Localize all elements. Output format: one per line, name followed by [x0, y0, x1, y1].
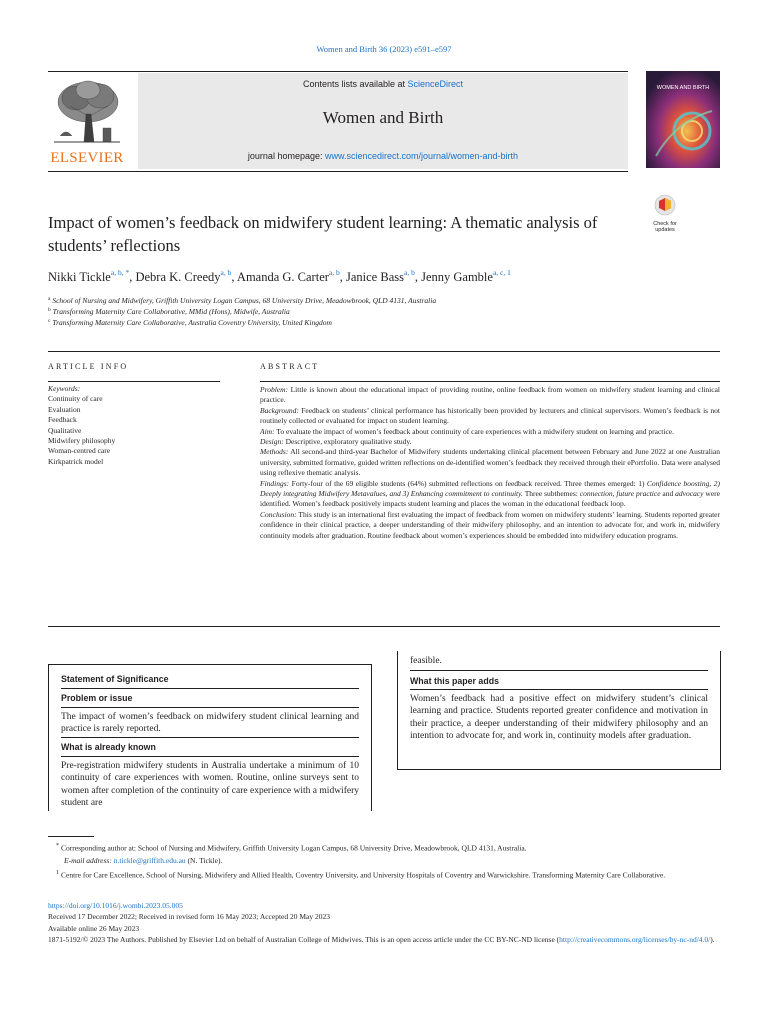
significance-rule [61, 756, 359, 757]
email-line [48, 855, 720, 867]
author-affiliation-marks[interactable]: a, b, * [110, 268, 130, 277]
keyword-item: Kirkpatrick model [48, 456, 104, 466]
received-dates: Received 17 December 2022; Received in revised form 16 May 2023; Accepted 20 May 2023 [48, 912, 331, 922]
significance-rule [61, 688, 359, 689]
abstract-bottom-rule [48, 626, 720, 627]
text-findings-and: and [660, 489, 676, 499]
article-info-rule [48, 381, 220, 382]
keyword-item: Evaluation [48, 404, 81, 414]
author-separator: , [129, 270, 136, 284]
keyword-item: Continuity of care [48, 394, 103, 404]
text-conclusion: This study is an international first evaluating the impact of feedback from women on midwifery students’ learning. Students reported greater confidence in their clinical practice, a deeper understanding of their midwifery philosophy, and an intention to advocate for, and work in, midwifery continuity models after graduation. Routine feedback about women’s experiences should be embedded into midwifery education programs. [260, 509, 720, 540]
text-findings-themes: Confidence boosting, 2) Deeply integrating Midwifery Metavalues, and 3) Enhancing commitment to continuity. [260, 478, 720, 499]
adds-text: Women’s feedback had a positive effect on midwifery student’s clinical learning and practice. Students reported greater confidence and motivation in their practice, a deeper understanding of their midwifery philosophy and an intention to advocate for, and work in, continuity models after graduation. [410, 694, 708, 741]
author-affiliation-marks[interactable]: a, b [328, 268, 340, 277]
affiliation-text: Transforming Maternity Care Collaborative, Australia Coventry University, United Kingdom [52, 318, 332, 327]
footnote-mark: 1 [56, 868, 60, 876]
affiliation-text: Transforming Maternity Care Collaborative, MMid (Hons), Midwife, Australia [52, 307, 290, 316]
contents-prefix: Contents lists available at [302, 79, 408, 89]
check-updates-label: Check for updates [653, 221, 677, 233]
known-heading: What is already known [61, 742, 156, 752]
significance-rule [410, 670, 708, 671]
abstract-findings [260, 479, 720, 510]
sciencedirect-link[interactable]: ScienceDirect [407, 79, 464, 89]
article-info-heading: ARTICLE INFO [48, 362, 129, 371]
affiliation-c [48, 318, 728, 327]
keywords-block [48, 384, 228, 467]
corresponding-author-note [48, 840, 720, 855]
keyword-list [48, 394, 228, 467]
header-rule-bottom [48, 171, 628, 172]
label-aim: Aim: [260, 426, 275, 436]
label-background: Background: [260, 405, 299, 415]
author-affiliation-marks[interactable]: a, b [220, 268, 232, 277]
significance-rule [61, 737, 359, 738]
journal-title[interactable]: Women and Birth [322, 108, 444, 127]
abstract-design [260, 437, 720, 447]
footnote-1-text: Centre for Care Excellence, School of Nursing, Midwifery and Allied Health, Coventry University, and University Hospitals of Coventry and Warwickshire. Transforming Maternity Care Collaborative. [61, 870, 666, 879]
text-methods: All second-and third-year Bachelor of Midwifery students undertaking clinical placement between February and June 2022 at one Australian university, submitted formative, guided written reflections on de-identified women’s feedback they received through their ePortfolio. Data were analysed using reflexive thematic analysis. [260, 447, 720, 478]
bibliographic-info [48, 900, 720, 946]
text-findings-mid: Three subthemes: [522, 489, 580, 499]
text-findings-post: were identified. Women’s feedback positively impacts student learning and places the woman in the educational feedback loop. [260, 489, 720, 509]
abstract-problem [260, 385, 720, 406]
label-problem: Problem: [260, 385, 289, 394]
abstract-background [260, 406, 720, 427]
check-for-updates-badge[interactable] [648, 194, 682, 233]
text-problem: Little is known about the educational impact of providing routine, online feedback from women on midwifery student learning and clinical practice. [260, 385, 720, 405]
significance-rule [61, 707, 359, 708]
author-affiliation-marks[interactable]: a, c, 1 [492, 268, 511, 277]
email-link[interactable]: n.tickle@griffith.edu.au [113, 855, 186, 865]
keyword-item: Qualitative [48, 425, 82, 435]
label-conclusion: Conclusion: [260, 509, 297, 519]
footnote-rule [48, 836, 94, 837]
keywords-label: Keywords: [48, 384, 81, 393]
significance-title: Statement of Significance [61, 674, 169, 684]
author-name[interactable]: Janice Bass [346, 270, 404, 284]
abstract-conclusion [260, 510, 720, 541]
section-rule [48, 351, 720, 352]
significance-box-left [48, 664, 372, 811]
author-name[interactable]: Jenny Gamble [421, 270, 493, 284]
license-link[interactable]: http://creativecommons.org/licenses/by-nc-nd/4.0/ [559, 935, 711, 945]
header-rule-top [48, 71, 628, 72]
check-updates-icon [648, 194, 682, 216]
known-text: Pre-registration midwifery students in Australia undertake a minimum of 10 continuity of care experiences with women. Routine, online surveys sent to women after completion of the continuity of care experience with a midwifery student are [61, 761, 359, 808]
homepage-link[interactable]: www.sciencedirect.com/journal/women-and-birth [324, 151, 519, 161]
contents-line [138, 79, 628, 89]
author-separator: , [339, 270, 346, 284]
author-list [48, 268, 728, 285]
cover-title: WOMEN AND BIRTH [656, 85, 710, 91]
corresponding-author-text: Corresponding author at: School of Nursing and Midwifery, Griffith University Logan Campus, 68 University Drive, Meadowbrook, QLD 4131, Australia. [61, 843, 527, 853]
footnotes [48, 840, 720, 881]
abstract-body [260, 385, 720, 541]
significance-box-right [397, 651, 721, 770]
text-aim: To evaluate the impact of women’s feedback about continuity of care experiences with a midwifery student on learning and practice. [274, 426, 674, 436]
text-findings-subthemes: connection, future practice [579, 489, 661, 499]
text-findings-advocacy: advocacy [675, 489, 704, 499]
text-findings-pre: Forty-four of the 69 eligible students (64%) submitted reflections on feedback received. Three themes emerged: 1) [289, 478, 647, 488]
license-text: 1871-5192/© 2023 The Authors. Published by Elsevier Ltd on behalf of Australian College of Midwives. This is an open access article under the CC BY-NC-ND license ( [48, 935, 560, 945]
available-online: Available online 26 May 2023 [48, 923, 140, 933]
email-suffix: (N. Tickle). [185, 855, 223, 865]
author-separator: , [231, 270, 237, 284]
affiliation-mark: c [48, 318, 51, 324]
author-name[interactable]: Amanda G. Carter [236, 270, 329, 284]
author-separator: , [414, 270, 422, 284]
article-title: Impact of women’s feedback on midwifery student learning: A thematic analysis of students’ reflections [48, 213, 598, 255]
text-design: Descriptive, exploratory qualitative study. [283, 437, 412, 447]
footnote-1 [48, 867, 720, 882]
abstract-methods [260, 447, 720, 478]
problem-heading: Problem or issue [61, 693, 133, 703]
abstract-aim [260, 427, 720, 437]
license-line [48, 934, 720, 945]
footnote-mark: * [56, 842, 60, 849]
keyword-item: Feedback [48, 415, 77, 425]
affiliation-mark: b [48, 307, 51, 313]
journal-cover-thumbnail[interactable] [646, 71, 720, 168]
homepage-prefix: journal homepage: [247, 151, 325, 161]
keyword-item: Woman-centred care [48, 446, 111, 456]
author-affiliation-marks[interactable]: a, b [403, 268, 415, 277]
affiliation-b [48, 307, 728, 316]
known-text-continued: feasible. [410, 656, 442, 666]
doi-link[interactable]: https://doi.org/10.1016/j.wombi.2023.05.005 [48, 901, 183, 910]
affiliation-mark: a [48, 296, 51, 302]
keyword-item: Midwifery philosophy [48, 436, 116, 446]
author-name[interactable]: Debra K. Creedy [135, 270, 221, 284]
email-label: E-mail address: [64, 855, 112, 865]
abstract-heading: ABSTRACT [260, 362, 320, 371]
license-suffix: ). [710, 935, 715, 945]
problem-text: The impact of women’s feedback on midwifery student clinical learning and practice is rarely reported. [61, 712, 359, 735]
homepage-line [138, 151, 628, 161]
text-background: Feedback on students’ clinical performance has historically been provided by lecturers and clinical supervisors. Women’s feedback is not routinely collected or evaluated for impact on student learning. [260, 405, 720, 426]
label-design: Design: [260, 437, 284, 447]
adds-heading: What this paper adds [410, 676, 499, 686]
label-findings: Findings: [260, 478, 290, 488]
abstract-rule [260, 381, 720, 382]
affiliation-text: School of Nursing and Midwifery, Griffith University Logan Campus, 68 University Drive, Meadowbrook, QLD 4131, Australia [52, 296, 437, 305]
label-methods: Methods: [260, 447, 289, 457]
significance-rule [410, 689, 708, 690]
journal-reference[interactable]: Women and Birth 36 (2023) e591–e597 [316, 44, 452, 54]
affiliation-a [48, 296, 728, 305]
author-name[interactable]: Nikki Tickle [48, 270, 111, 284]
elsevier-wordmark: ELSEVIER [50, 150, 124, 166]
